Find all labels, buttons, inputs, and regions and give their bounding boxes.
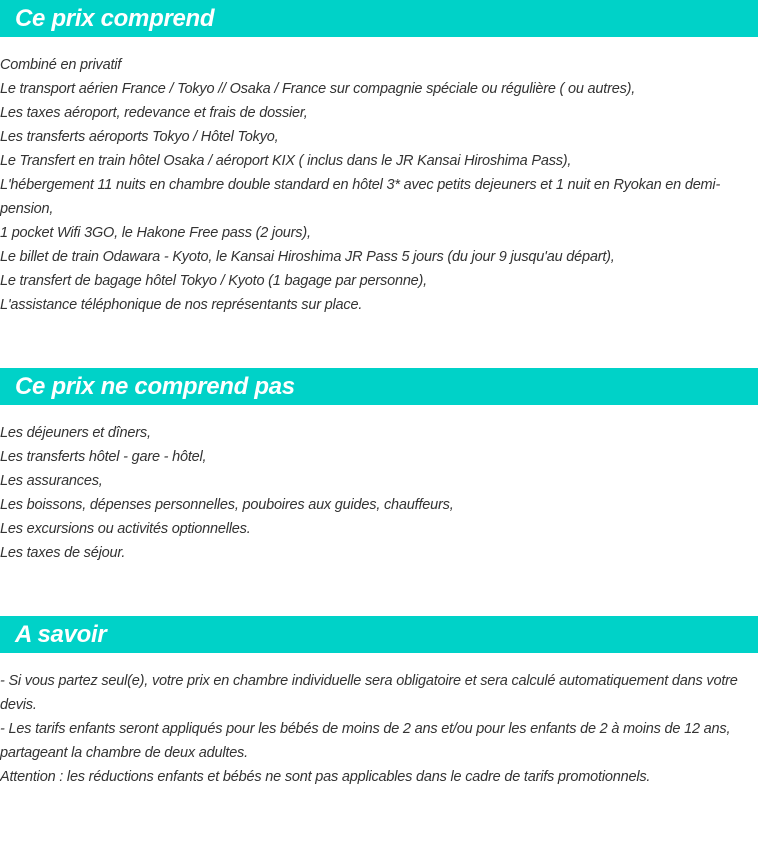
- section-header: [0, 0, 758, 37]
- section-header: [0, 616, 758, 653]
- list-item: Attention : les réductions enfants et bébés ne sont pas applicables dans le cadre de tarifs promotionnels.: [0, 769, 651, 785]
- section-header: [0, 368, 758, 405]
- list-item: Le transport aérien France / Tokyo // Osaka / France sur compagnie spéciale ou régulière ( ou autres),: [0, 81, 636, 97]
- list-item: Combiné en privatif: [0, 57, 122, 73]
- section-title: A savoir: [15, 621, 107, 648]
- list-item: Les taxes de séjour.: [0, 545, 126, 561]
- section-a-savoir: [0, 616, 758, 789]
- list-item: Le Transfert en train hôtel Osaka / aéroport KIX ( inclus dans le JR Kansai Hiroshima Pass),: [0, 153, 572, 169]
- list-item: Les déjeuners et dîners,: [0, 425, 151, 441]
- list-item: Le transfert de bagage hôtel Tokyo / Kyoto (1 bagage par personne),: [0, 273, 428, 289]
- section-title: Ce prix ne comprend pas: [15, 373, 295, 400]
- list-item: 1 pocket Wifi 3GO, le Hakone Free pass (2 jours),: [0, 225, 311, 241]
- list-item: Les transferts aéroports Tokyo / Hôtel Tokyo,: [0, 129, 279, 145]
- section-ce-prix-comprend: [0, 0, 758, 317]
- list-item: Le billet de train Odawara - Kyoto, le Kansai Hiroshima JR Pass 5 jours (du jour 9 jusqu'au départ),: [0, 249, 615, 265]
- list-item: - Les tarifs enfants seront appliqués pour les bébés de moins de 2 ans et/ou pour les enfants de 2 à moins de 12 ans, partageant la chambre de deux adultes.: [0, 721, 731, 761]
- list-item: Les assurances,: [0, 473, 103, 489]
- section-body: [0, 37, 758, 317]
- section-ce-prix-ne-comprend-pas: [0, 368, 758, 565]
- section-body: [0, 653, 758, 789]
- list-item: Les taxes aéroport, redevance et frais de dossier,: [0, 105, 308, 121]
- list-item: Les excursions ou activités optionnelles.: [0, 521, 251, 537]
- section-body: [0, 405, 758, 565]
- list-item: - Si vous partez seul(e), votre prix en chambre individuelle sera obligatoire et sera calculé automatiquement dans votre devis.: [0, 673, 738, 713]
- list-item: Les boissons, dépenses personnelles, pouboires aux guides, chauffeurs,: [0, 497, 454, 513]
- list-item: L'hébergement 11 nuits en chambre double standard en hôtel 3* avec petits dejeuners et 1 nuit en Ryokan en demi-pension,: [0, 177, 721, 217]
- section-title: Ce prix comprend: [15, 5, 215, 32]
- list-item: L'assistance téléphonique de nos représentants sur place.: [0, 297, 363, 313]
- list-item: Les transferts hôtel - gare - hôtel,: [0, 449, 207, 465]
